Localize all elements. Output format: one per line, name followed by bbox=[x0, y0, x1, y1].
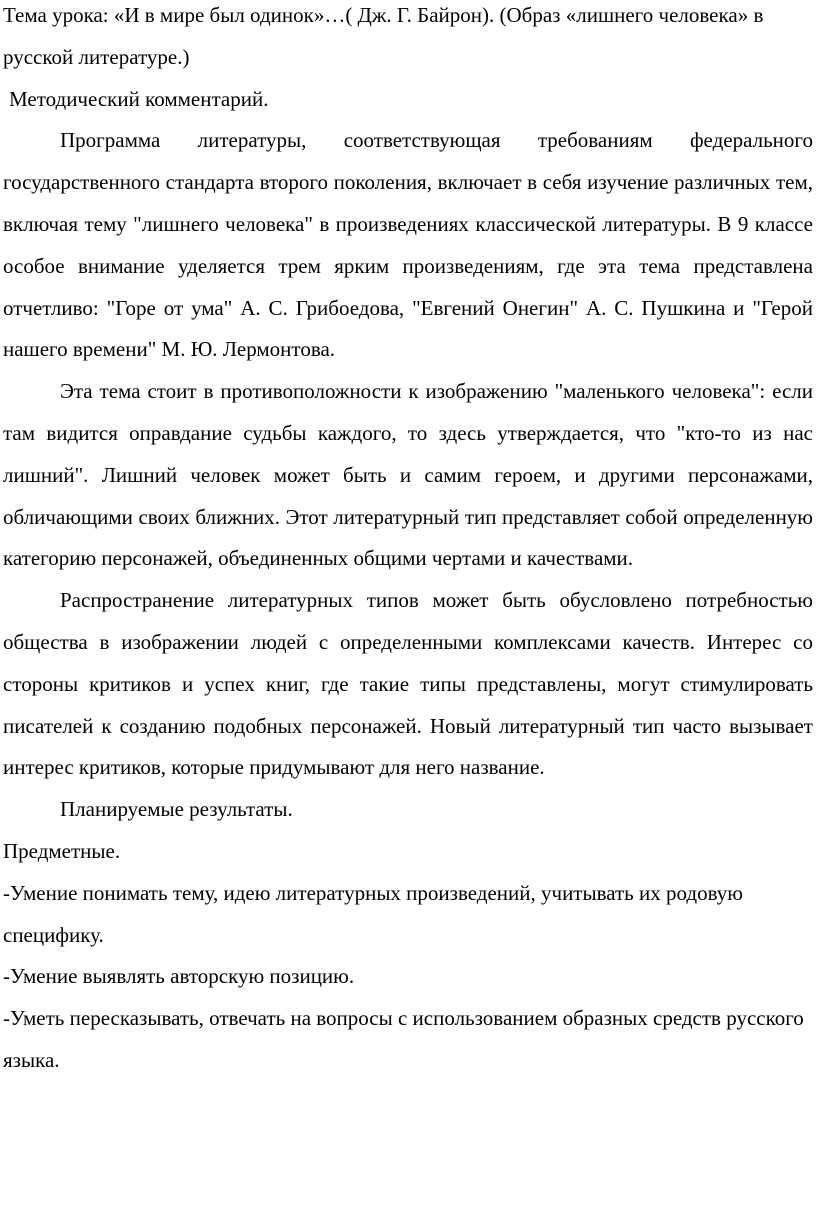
list-item: -Умение понимать тему, идею литературных произведений, учитывать их родовую специфику. bbox=[3, 880, 743, 947]
paragraph-contrast: Эта тема стоит в противоположности к изображению "маленького человека": если там видится оправдание судьбы каждого, то здесь утверждается, что "кто-то из нас лишний". Лишний человек может быть и самим героем, и другими персонажами, обличающими своих ближних. Этот литературный тип представляет собой определенную категорию персонажей, объединенных общими чертами и качествами. bbox=[3, 379, 813, 571]
lesson-title: Тема урока: «И в мире был одинок»…( Дж. Г. Байрон). (Образ «лишнего человека» в русской литературе.) bbox=[3, 3, 764, 69]
subject-heading: Предметные. bbox=[3, 838, 121, 863]
paragraph-spread: Распространение литературных типов может быть обусловлено потребностью общества в изображении людей с определенными комплексами качеств. Интерес со стороны критиков и успех книг, где такие типы представлены, могут стимулировать писателей к созданию подобных персонажей. Новый литературный тип часто вызывает интерес критиков, которые придумывают для него название. bbox=[3, 588, 813, 780]
list-item: -Умение выявлять авторскую позицию. bbox=[3, 964, 355, 989]
results-heading: Планируемые результаты. bbox=[60, 797, 293, 822]
methodical-comment-label: Методический комментарий. bbox=[9, 86, 269, 111]
paragraph-program: Программа литературы, соответствующая требованиям федерального государственного стандарта второго поколения, включает в себя изучение различных тем, включая тему "лишнего человека" в произведениях классической литературы. В 9 классе особое внимание уделяется трем ярким произведениям, где эта тема представлена отчетливо: "Горе от ума" А. С. Грибоедова, "Евгений Онегин" А. С. Пушкина и "Герой нашего времени" М. Ю. Лермонтова. bbox=[3, 128, 813, 362]
list-item: -Уметь пересказывать, отвечать на вопросы с использованием образных средств русского языка. bbox=[3, 1006, 804, 1072]
